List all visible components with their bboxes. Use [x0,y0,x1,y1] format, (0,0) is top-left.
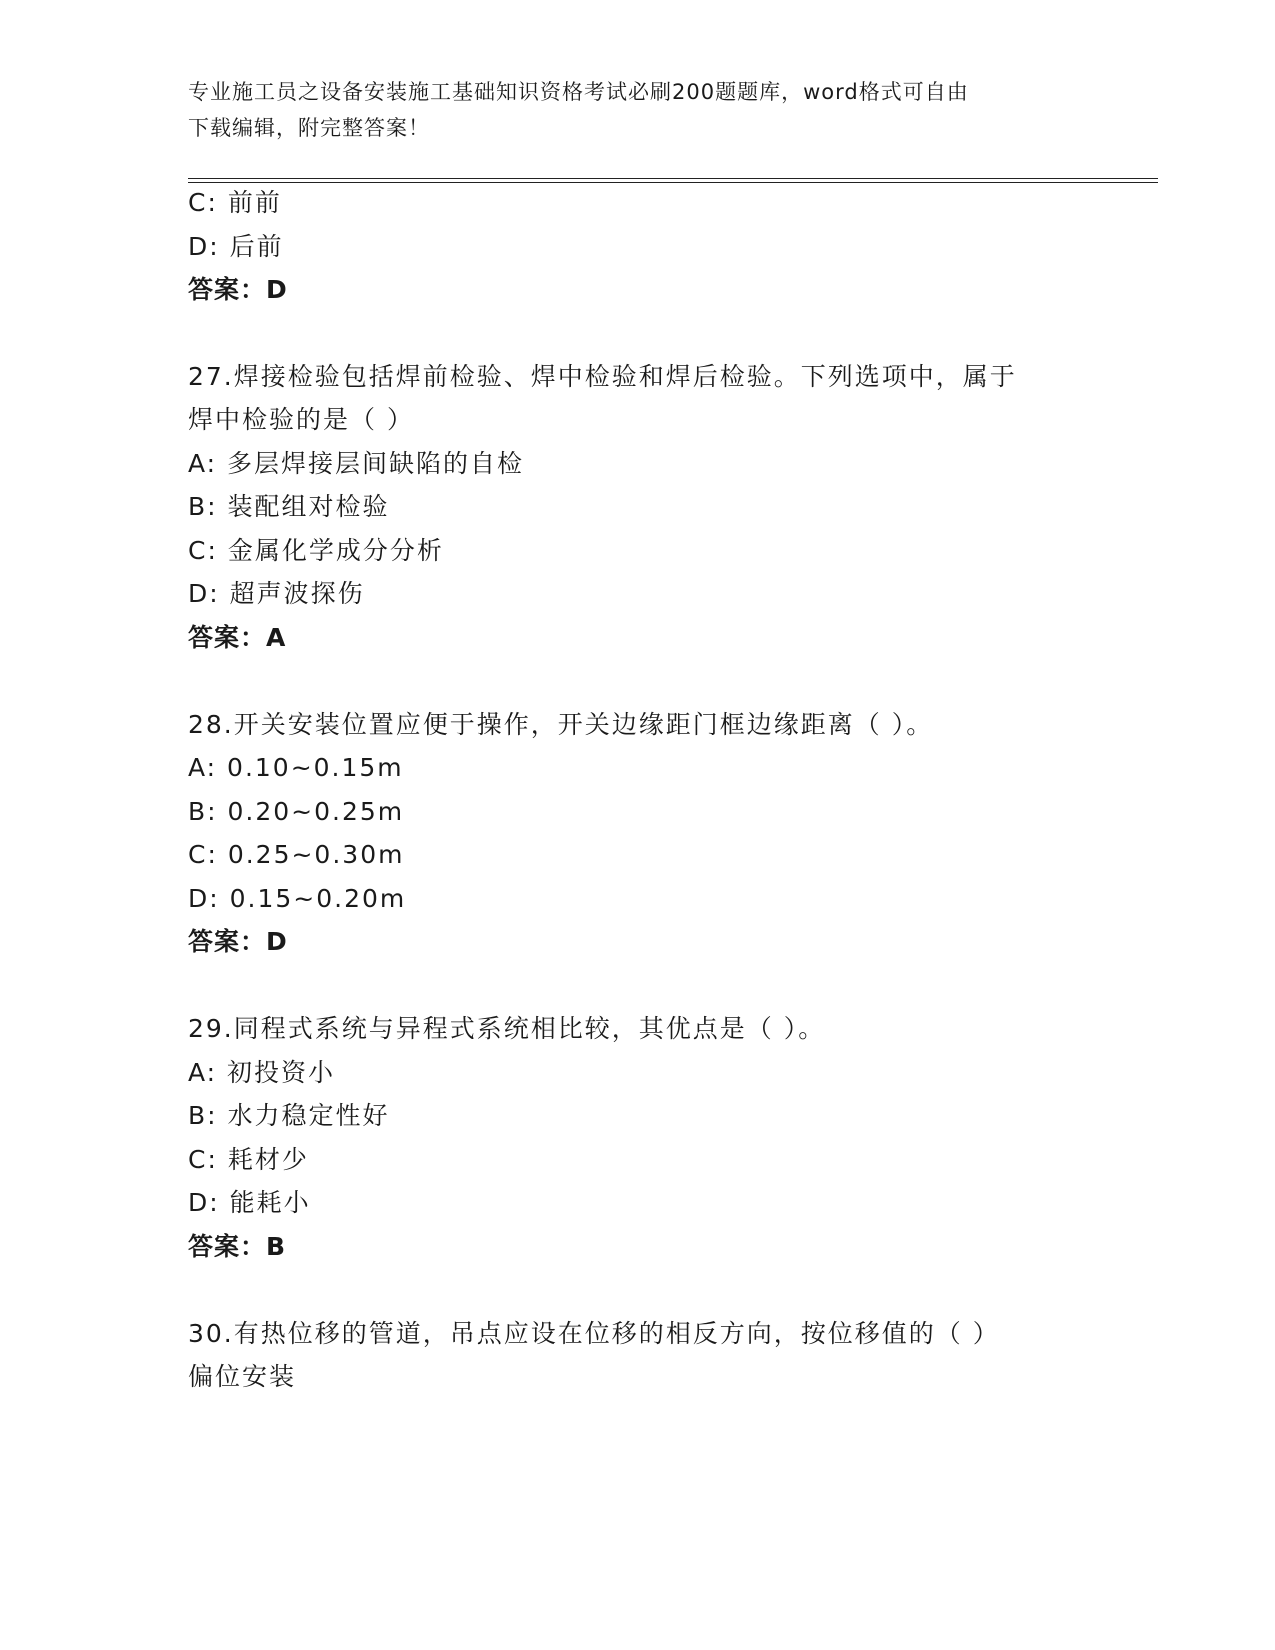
option-c: C: 耗材少 [188,1145,309,1174]
option-c: C: 0.25~0.30m [188,840,405,869]
answer-line: 答案：B [188,1232,287,1261]
question-27-line-2: 焊中检验的是（ ） [188,405,414,434]
option-b: B: 装配组对检验 [188,492,390,521]
answer-line: 答案：D [188,275,288,304]
option-d: D: 后前 [188,232,284,261]
option-c: C: 前前 [188,188,282,217]
option-c: C: 金属化学成分分析 [188,536,444,565]
option-b: B: 0.20~0.25m [188,797,405,826]
header-line-2: 下载编辑，附完整答案！ [188,116,430,140]
document-header [188,74,1068,146]
option-d: D: 0.15~0.20m [188,884,407,913]
header-line-1: 专业施工员之设备安装施工基础知识资格考试必刷200题题库，word格式可自由 [188,80,969,104]
option-b: B: 水力稳定性好 [188,1101,390,1130]
question-28: 28.开关安装位置应便于操作，开关边缘距门框边缘距离（ ）。 [188,710,934,739]
header-divider [188,178,1158,183]
option-d: D: 能耗小 [188,1188,311,1217]
option-d: D: 超声波探伤 [188,579,365,608]
question-30-line-1: 30.有热位移的管道，吊点应设在位移的相反方向，按位移值的（ ） [188,1319,1000,1348]
question-30-line-2: 偏位安装 [188,1362,297,1391]
question-29: 29.同程式系统与异程式系统相比较，其优点是（ ）。 [188,1014,826,1043]
option-a: A: 初投资小 [188,1058,336,1087]
question-27-line-1: 27.焊接检验包括焊前检验、焊中检验和焊后检验。下列选项中，属于 [188,362,1017,391]
answer-line: 答案：D [188,927,288,956]
answer-line: 答案：A [188,623,287,652]
option-a: A: 0.10~0.15m [188,753,404,782]
option-a: A: 多层焊接层间缺陷的自检 [188,449,525,478]
